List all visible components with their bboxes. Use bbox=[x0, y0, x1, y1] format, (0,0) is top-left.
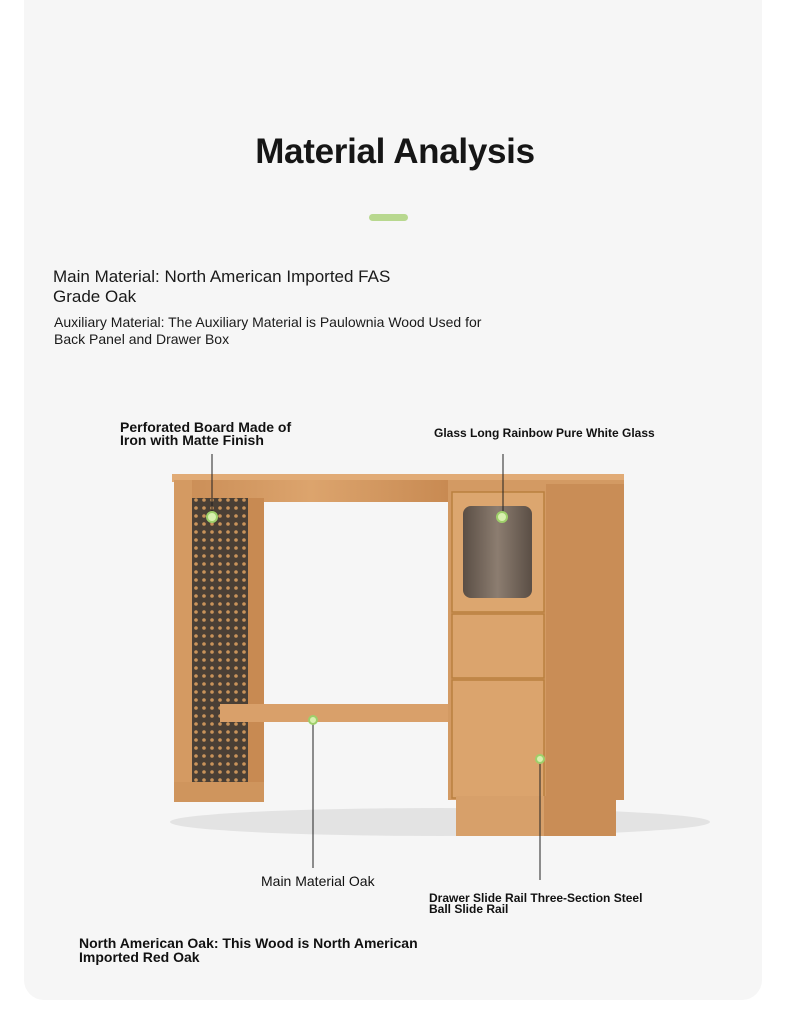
callout-slide-rail: Drawer Slide Rail Three-Section Steel Ball Slide Rail bbox=[429, 891, 643, 916]
drawer-upper bbox=[452, 614, 544, 678]
main-material-text: Main Material: North American Imported FAS Grade Oak bbox=[53, 267, 391, 306]
perforated-iron-panel bbox=[192, 498, 248, 784]
callout-main-material-oak: Main Material Oak bbox=[261, 873, 375, 889]
hotspot-dot-icon bbox=[536, 755, 544, 763]
drawer-lower bbox=[452, 680, 544, 798]
callout-glass: Glass Long Rainbow Pure White Glass bbox=[434, 426, 655, 440]
hotspot-dot-icon bbox=[497, 512, 507, 522]
cabinet-plinth-side bbox=[544, 796, 616, 836]
left-leg-back bbox=[248, 498, 264, 790]
floor-shadow bbox=[170, 808, 710, 836]
left-base bbox=[174, 782, 264, 802]
page-title: Material Analysis bbox=[255, 132, 535, 171]
callout-perforated-board: Perforated Board Made of Iron with Matte Finish bbox=[120, 419, 292, 448]
hotspot-dot-icon bbox=[309, 716, 317, 724]
left-leg-front bbox=[174, 480, 192, 802]
hotspot-dot-icon bbox=[207, 512, 217, 522]
callout-north-american-oak: North American Oak: This Wood is North American Imported Red Oak bbox=[79, 935, 418, 965]
auxiliary-material-text: Auxiliary Material: The Auxiliary Material is Paulownia Wood Used for Back Panel and Drawer Box bbox=[54, 314, 482, 347]
footrest-bar bbox=[220, 704, 448, 722]
cabinet-side bbox=[546, 484, 624, 800]
